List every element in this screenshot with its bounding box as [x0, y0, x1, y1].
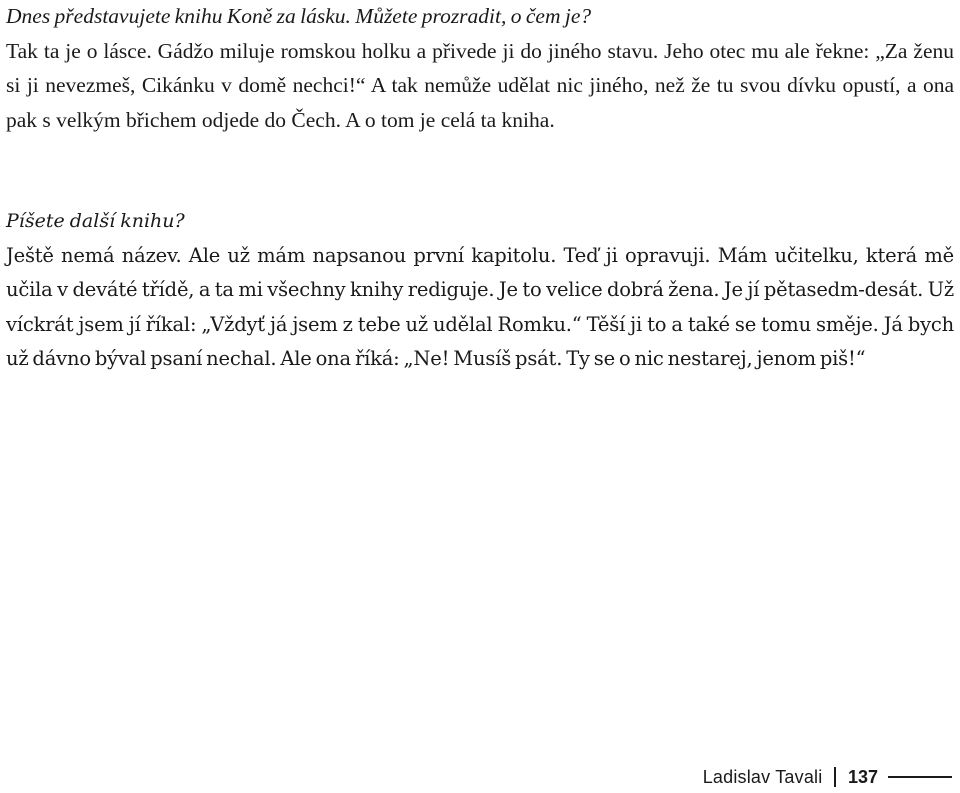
footer-rule — [888, 776, 952, 778]
interview-block-2 — [6, 204, 954, 377]
page-number: 137 — [847, 766, 878, 787]
interview-block-1 — [6, 0, 954, 137]
page-footer — [703, 762, 954, 792]
book-page — [6, 0, 954, 793]
answer-1: Tak ta je o lásce. Gádžo miluje romskou holku a přivede ji do jiného stavu. Jeho otec mu ale řekne: „Za ženu si ji nevezmeš, Cikánku v domě nechci!“ A tak nemůže udělat nic jiného, než že tu svou dívku opustí, a ona pak s velkým břichem odjede do Čech. A o tom je celá ta kniha. — [6, 38, 954, 132]
question-1: Dnes představujete knihu Koně za lásku. Můžete prozradit, o čem je? — [6, 4, 592, 28]
footer-separator — [834, 767, 836, 787]
answer-2: Ještě nemá název. Ale už mám napsanou první kapitolu. Teď ji opravuji. Mám učitelku, která mě učila v deváté třídě, a ta mi všechny knihy rediguje. Je to velice dobrá žena. Je jí pětasedm-desát. Už víckrát jsem jí říkal: „Vždyť já jsem z tebe už udělal Romku.“ Těší ji to a také se tomu směje. Já bych už dávno býval psaní nechal. Ale ona říká: „Ne! Musíš psát. Ty se o nic nestarej, jenom piš!“ — [6, 243, 954, 370]
question-2: Píšete další knihu? — [6, 210, 185, 232]
footer-author: Ladislav Tavali — [702, 766, 823, 787]
